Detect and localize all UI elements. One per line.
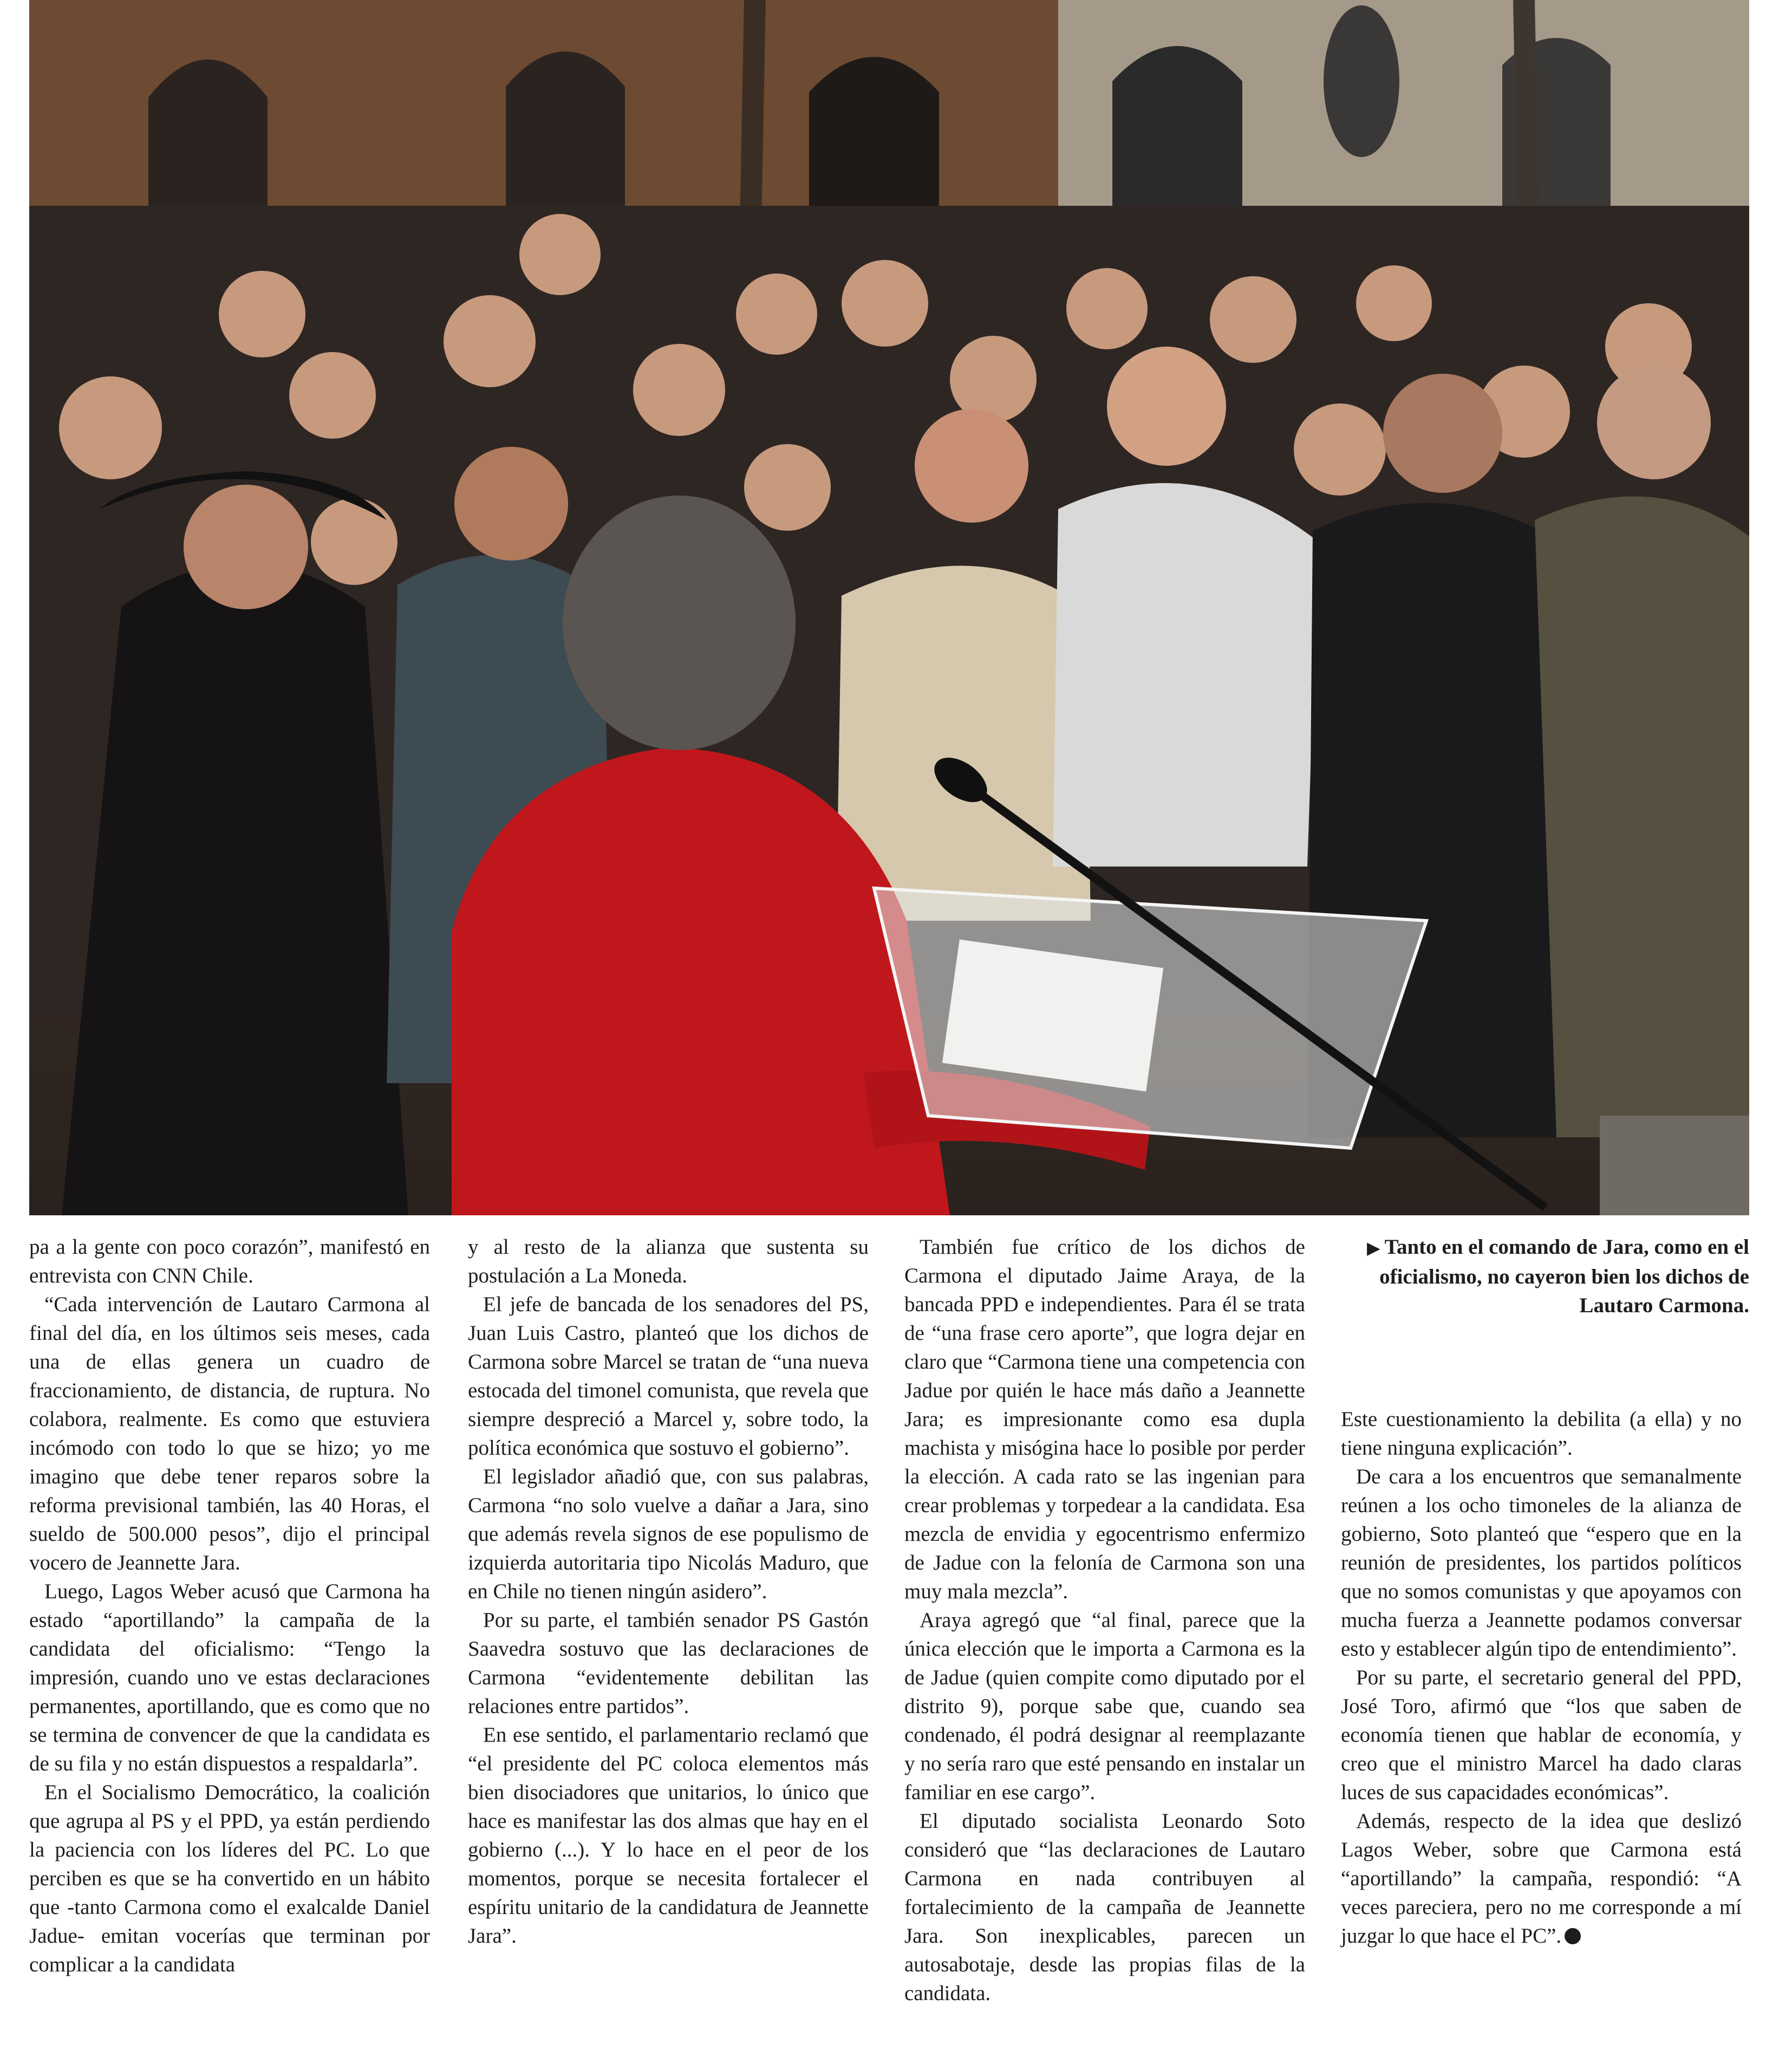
paragraph: También fue crítico de los dichos de Carmona el diputado Jaime Araya, de la bancada PPD e independientes. Para él se trata de “una frase cero aporte”, que logra dejar en claro que “Carmona tiene una competencia con Jadue por quién le hace más daño a Jeannette Jara; es impresionante como esa dupla machista y misógina hace lo posible por perder la elección. A cada rato se las ingenian para crear problemas y torpedear a la candidata. Esa mezcla de envidia y egocentrismo enfermizo de Jadue con la felonía de Carmona son una muy mala mezcla”. — [904, 1235, 1305, 1603]
end-mark-icon — [1565, 1928, 1581, 1944]
paragraph: El legislador añadió que, con sus palabras, Carmona “no solo vuelve a dañar a Jara, sino que además revela signos de ese populismo de izquierda autoritaria tipo Nicolás Maduro, que en Chile no tienen ningún asidero”. — [468, 1465, 869, 1603]
paragraph: Por su parte, el también senador PS Gastón Saavedra sostuvo que las declaraciones de Carmona “evidentemente debilitan las relaciones entre partidos”. — [468, 1608, 869, 1718]
paragraph: pa a la gente con poco corazón”, manifestó en entrevista con CNN Chile. — [29, 1235, 430, 1287]
face — [184, 485, 308, 609]
paragraph: “Cada intervención de Lautaro Carmona al final del día, en los últimos seis meses, cada una de ellas genera un cuadro de fraccionamiento, de distancia, de ruptura. No colabora, realmente. Es como que estuviera incómodo con todo lo que se hizo; yo me imagino que debe tener reparos sobre la reforma previsional también, las 40 Horas, el sueldo de 500.000 pesos”, dijo el principal vocero de Jeannette Jara. — [29, 1293, 430, 1574]
caption-arrow-icon: ▶ — [1366, 1238, 1380, 1258]
face — [915, 409, 1028, 523]
paragraph: Araya agregó que “al final, parece que la única elección que le importa a Carmona es la de Jadue (quien compite como diputado por el distrito 9), porque sabe que, cuando sea condenado, él podrá designar al reemplazante y no sería raro que esté pensando en instalar un familiar en ese cargo”. — [904, 1608, 1305, 1804]
article-column-3 — [904, 1233, 1305, 2008]
article-column-2 — [468, 1233, 869, 1950]
person-checked-jacket — [1053, 483, 1318, 867]
paragraph: Por su parte, el secretario general del PPD, José Toro, afirmó que “los que saben de economía tienen que hablar de economía, y creo que el ministro Marcel ha dado claras luces de sus capacidades económicas”. — [1341, 1666, 1742, 1804]
face — [454, 447, 568, 561]
face — [1597, 366, 1711, 479]
caption-text: Tanto en el comando de Jara, como en el oficialismo, no cayeron bien los dichos de Lautaro Carmona. — [1379, 1235, 1749, 1317]
paragraph: En el Socialismo Democrático, la coalición que agrupa al PS y el PPD, ya están perdiendo la paciencia con los líderes del PC. Lo que perciben es que se ha convertido en un hábito que -tanto Carmona como el exalcalde Daniel Jadue- emitan vocerías que terminan por complicar a la candidata — [29, 1781, 430, 1976]
paragraph: De cara a los encuentros que semanalmente reúnen a los ocho timoneles de la alianza de gobierno, Soto planteó que “espero que en la reunión de presidentes, los partidos políticos que no somos comunistas y que apoyamos con mucha fuerza a Jeannette podamos conversar esto y establecer algún tipo de entendimiento”. — [1341, 1465, 1742, 1660]
face — [1107, 347, 1226, 466]
face — [1383, 374, 1502, 493]
paragraph-text: Además, respecto de la idea que deslizó Lagos Weber, sobre que Carmona está “aportillando” la campaña, respondió: “A veces pareciera, pero no me corresponde a mí juzgar lo que hace el PC”. — [1341, 1809, 1742, 1948]
paragraph: Este cuestionamiento la debilita (a ella) y no tiene ninguna explicación”. — [1341, 1408, 1742, 1460]
paragraph: Luego, Lagos Weber acusó que Carmona ha estado “aportillando” la campaña de la candidata del oficialismo: “Tengo la impresión, cuando uno ve estas declaraciones permanentes, aportillando, que es como que no se termina de convencer de que la candidata es de su fila y no están dispuestos a respaldarla”. — [29, 1580, 430, 1775]
paragraph: En ese sentido, el parlamentario reclamó que “el presidente del PC coloca elementos más bien disociadores que unitarios, lo único que hace es manifestar las dos almas que hay en el gobierno (...). Y lo hace en el peor de los momentos, porque se necesita fortalecer el espíritu unitario de la candidatura de Jeannette Jara”. — [468, 1723, 869, 1948]
speaker-grey-hair — [563, 496, 796, 750]
person-olive-jacket — [1535, 497, 1749, 1137]
news-photo — [29, 0, 1749, 1215]
oval-window — [1324, 5, 1399, 157]
photo-caption — [1341, 1233, 1749, 1320]
ground — [1600, 1116, 1749, 1215]
paragraph-last — [1341, 1807, 1742, 1950]
paragraph: y al resto de la alianza que sustenta su postulación a La Moneda. — [468, 1235, 869, 1287]
photo-illustration — [29, 0, 1749, 1215]
paragraph: El diputado socialista Leonardo Soto consideró que “las declaraciones de Lautaro Carmona en nada contribuyen al fortalecimiento de la campaña de Jeannette Jara. Son inexplicables, parecen un autosabotaje, desde las propias filas de la candidata. — [904, 1809, 1305, 2005]
paragraph: El jefe de bancada de los senadores del PS, Juan Luis Castro, planteó que los dichos de Carmona sobre Marcel se tratan de “una nueva estocada del timonel comunista, que revela que siempre despreció a Marcel y, sobre todo, la política económica que sostuvo el gobierno”. — [468, 1293, 869, 1460]
article-column-1 — [29, 1233, 430, 1979]
article-column-4 — [1341, 1405, 1742, 1950]
